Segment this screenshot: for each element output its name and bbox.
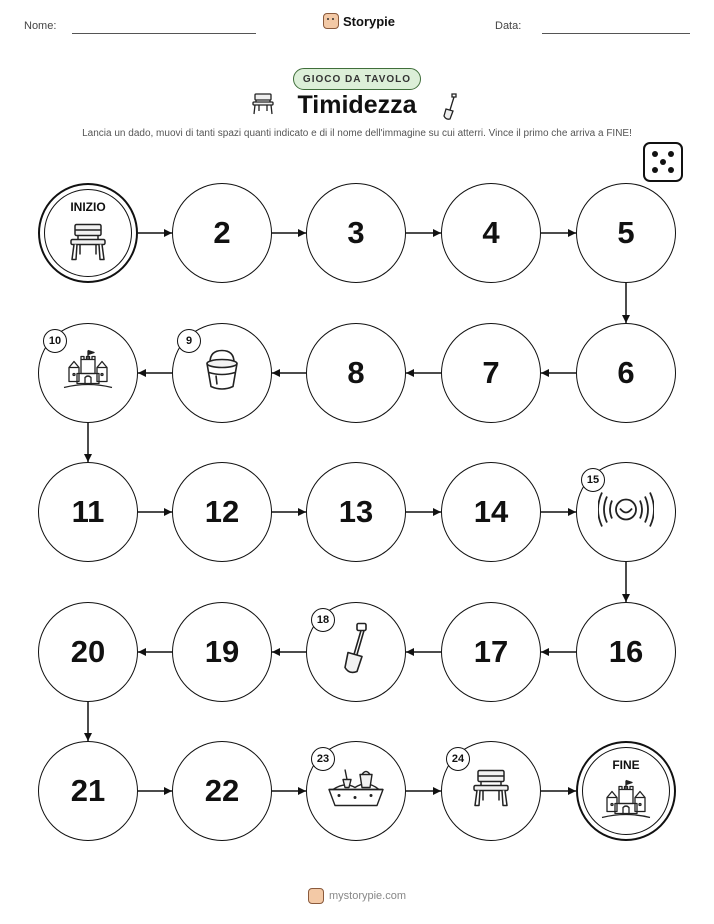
- path-arrow: [266, 506, 312, 518]
- path-arrow: [132, 506, 178, 518]
- cell-number: 14: [473, 494, 509, 529]
- cell-number: 17: [473, 634, 509, 669]
- cell-number: 11: [71, 494, 105, 529]
- path-arrow: [400, 367, 447, 379]
- board-cell: [441, 323, 541, 423]
- brand-name: Storypie: [343, 13, 396, 29]
- path-arrow: [400, 646, 447, 658]
- cell-number: 21: [70, 773, 106, 808]
- cell-number-tag: 15: [581, 468, 605, 492]
- board-cell: [576, 462, 676, 562]
- board-cell: [306, 323, 406, 423]
- board-cell: [38, 323, 138, 423]
- cell-number-tag: 23: [311, 747, 335, 771]
- cell-number: 2: [213, 215, 231, 250]
- path-arrow: [132, 785, 178, 797]
- sandcastle-icon: [61, 348, 115, 399]
- shovel-icon: [338, 622, 374, 683]
- cell-number: 22: [204, 773, 240, 808]
- cell-number: 16: [608, 634, 644, 669]
- path-arrow: [400, 506, 447, 518]
- cell-number: 3: [347, 215, 365, 250]
- board-cell: [172, 323, 272, 423]
- storypie-mascot-icon: [308, 888, 324, 904]
- cell-number: 20: [70, 634, 106, 669]
- path-arrow: [535, 227, 582, 239]
- board-cell: [38, 462, 138, 562]
- board-cell: [576, 183, 676, 283]
- board-cell: [306, 602, 406, 702]
- cell-number: 7: [482, 355, 500, 390]
- brand-logo: [323, 13, 395, 29]
- instructions: Lancia un dado, muovi di tanti spazi quanti indicato e di il nome dell'immagine su cui atterri. Vince il primo che arriva a FINE!: [82, 128, 632, 139]
- sound-waves-icon: [598, 490, 654, 535]
- board-cell: [576, 323, 676, 423]
- board-cell: [441, 183, 541, 283]
- die-icon: [643, 142, 683, 182]
- path-arrow: [266, 227, 312, 239]
- cell-number-tag: 18: [311, 608, 335, 632]
- cell-number-tag: 24: [446, 747, 470, 771]
- board-cell: [576, 741, 676, 841]
- path-arrow: [535, 367, 582, 379]
- board-cell: [172, 183, 272, 283]
- cell-number: 6: [617, 355, 635, 390]
- name-line[interactable]: [72, 33, 256, 34]
- cell-number-tag: 9: [177, 329, 201, 353]
- sandbox-icon: [325, 766, 387, 817]
- board-cell: [172, 602, 272, 702]
- path-arrow: [266, 646, 312, 658]
- board-cell: [38, 741, 138, 841]
- path-arrow: [132, 646, 178, 658]
- board-cell: [306, 462, 406, 562]
- path-arrow: [620, 277, 632, 329]
- start-label: INIZIO: [70, 200, 106, 214]
- path-arrow: [620, 556, 632, 608]
- path-arrow: [535, 506, 582, 518]
- board-cell: [38, 602, 138, 702]
- board-cell: [306, 741, 406, 841]
- sandcastle-icon: [599, 777, 653, 828]
- path-arrow: [266, 785, 312, 797]
- path-arrow: [82, 696, 94, 747]
- cell-number: 4: [482, 215, 500, 250]
- path-arrow: [535, 785, 582, 797]
- cell-number: 12: [204, 494, 240, 529]
- board-cell: [576, 602, 676, 702]
- cell-number: 13: [338, 494, 374, 529]
- board-cell: [441, 602, 541, 702]
- cell-number: 8: [347, 355, 365, 390]
- cell-number: 5: [617, 215, 635, 250]
- board-cell: [441, 462, 541, 562]
- path-arrow: [82, 417, 94, 468]
- path-arrow: [132, 367, 178, 379]
- board-cell: [441, 741, 541, 841]
- path-arrow: [400, 785, 447, 797]
- board-cell: [306, 183, 406, 283]
- bench-icon: [469, 768, 513, 815]
- date-line[interactable]: [542, 33, 690, 34]
- path-arrow: [132, 227, 178, 239]
- board-cell: [38, 183, 138, 283]
- shovel-icon: [440, 92, 460, 127]
- board-cell: [172, 462, 272, 562]
- path-arrow: [266, 367, 312, 379]
- path-arrow: [535, 646, 582, 658]
- path-arrow: [400, 227, 447, 239]
- footer: [0, 888, 714, 904]
- bench-icon: [66, 221, 110, 268]
- board-cell: [172, 741, 272, 841]
- date-label: Data:: [495, 20, 522, 32]
- cell-number: 19: [204, 634, 240, 669]
- cell-number-tag: 10: [43, 329, 67, 353]
- name-label: Nome:: [24, 20, 57, 32]
- storypie-mascot-icon: [323, 13, 339, 29]
- finish-label: FINE: [612, 758, 640, 772]
- bucket-icon: [202, 349, 242, 398]
- page-title: Timidezza: [297, 91, 417, 119]
- footer-url[interactable]: mystorypie.com: [328, 890, 407, 902]
- category-badge: GIOCO DA TAVOLO: [293, 68, 421, 90]
